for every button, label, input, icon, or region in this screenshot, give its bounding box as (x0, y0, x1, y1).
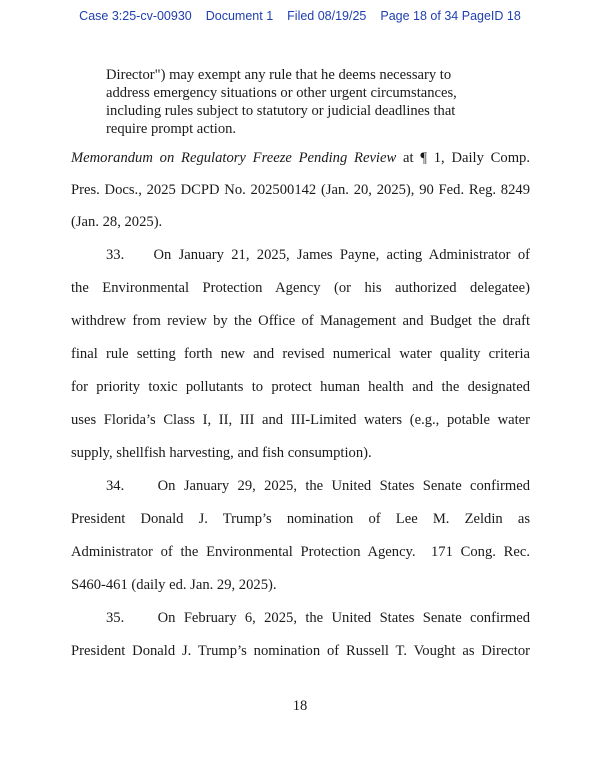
paragraph-line: 33. On January 21, 2025, James Payne, acting Administrator of (106, 247, 530, 263)
page-id: PageID 18 (461, 9, 521, 23)
page-of: Page 18 of 34 (380, 9, 459, 23)
paragraph-line: for priority toxic pollutants to protect human health and the designated (71, 379, 530, 395)
paragraph-line: 35. On February 6, 2025, the United States Senate confirmed (106, 610, 530, 626)
page-number: 18 (292, 698, 308, 714)
paragraph-line: withdrew from review by the Office of Management and Budget the draft (71, 313, 530, 329)
quote-line: address emergency situations or other urgent circumstances, (106, 85, 457, 101)
block-quote (106, 66, 506, 138)
citation-line (71, 148, 530, 168)
citation-rest: at ¶ 1, Daily Comp. (396, 150, 530, 166)
paragraph-line: President Donald J. Trump’s nomination of Russell T. Vought as Director (71, 643, 530, 659)
paragraph-line: S460-461 (daily ed. Jan. 29, 2025). (71, 577, 277, 593)
citation-title: Memorandum on Regulatory Freeze Pending Review (71, 150, 397, 166)
paragraph-line: 34. On January 29, 2025, the United States Senate confirmed (106, 478, 530, 494)
paragraph-line: Administrator of the Environmental Protection Agency. 171 Cong. Rec. (71, 544, 530, 560)
quote-line: including rules subject to statutory or judicial deadlines that (106, 103, 456, 119)
quote-line: require prompt action. (106, 121, 237, 137)
page-count (380, 9, 520, 23)
ecf-header (0, 9, 600, 23)
paragraph-line: supply, shellfish harvesting, and fish consumption). (71, 445, 372, 461)
paragraph-line: uses Florida’s Class I, II, III and III-Limited waters (e.g., potable water (71, 412, 530, 428)
paragraph-line: the Environmental Protection Agency (or his authorized delegatee) (71, 280, 530, 296)
paragraph-line: President Donald J. Trump’s nomination of Lee M. Zeldin as (71, 511, 530, 527)
quote-line: Director") may exempt any rule that he deems necessary to (106, 67, 452, 83)
document-number: Document 1 (205, 9, 274, 23)
citation-line: Pres. Docs., 2025 DCPD No. 202500142 (Jan. 20, 2025), 90 Fed. Reg. 8249 (71, 182, 530, 198)
paragraph-line: final rule setting forth new and revised numerical water quality criteria (71, 346, 530, 362)
citation-line: (Jan. 28, 2025). (71, 214, 163, 230)
case-number: Case 3:25-cv-00930 (79, 9, 192, 23)
filed-date: Filed 08/19/25 (287, 9, 367, 23)
